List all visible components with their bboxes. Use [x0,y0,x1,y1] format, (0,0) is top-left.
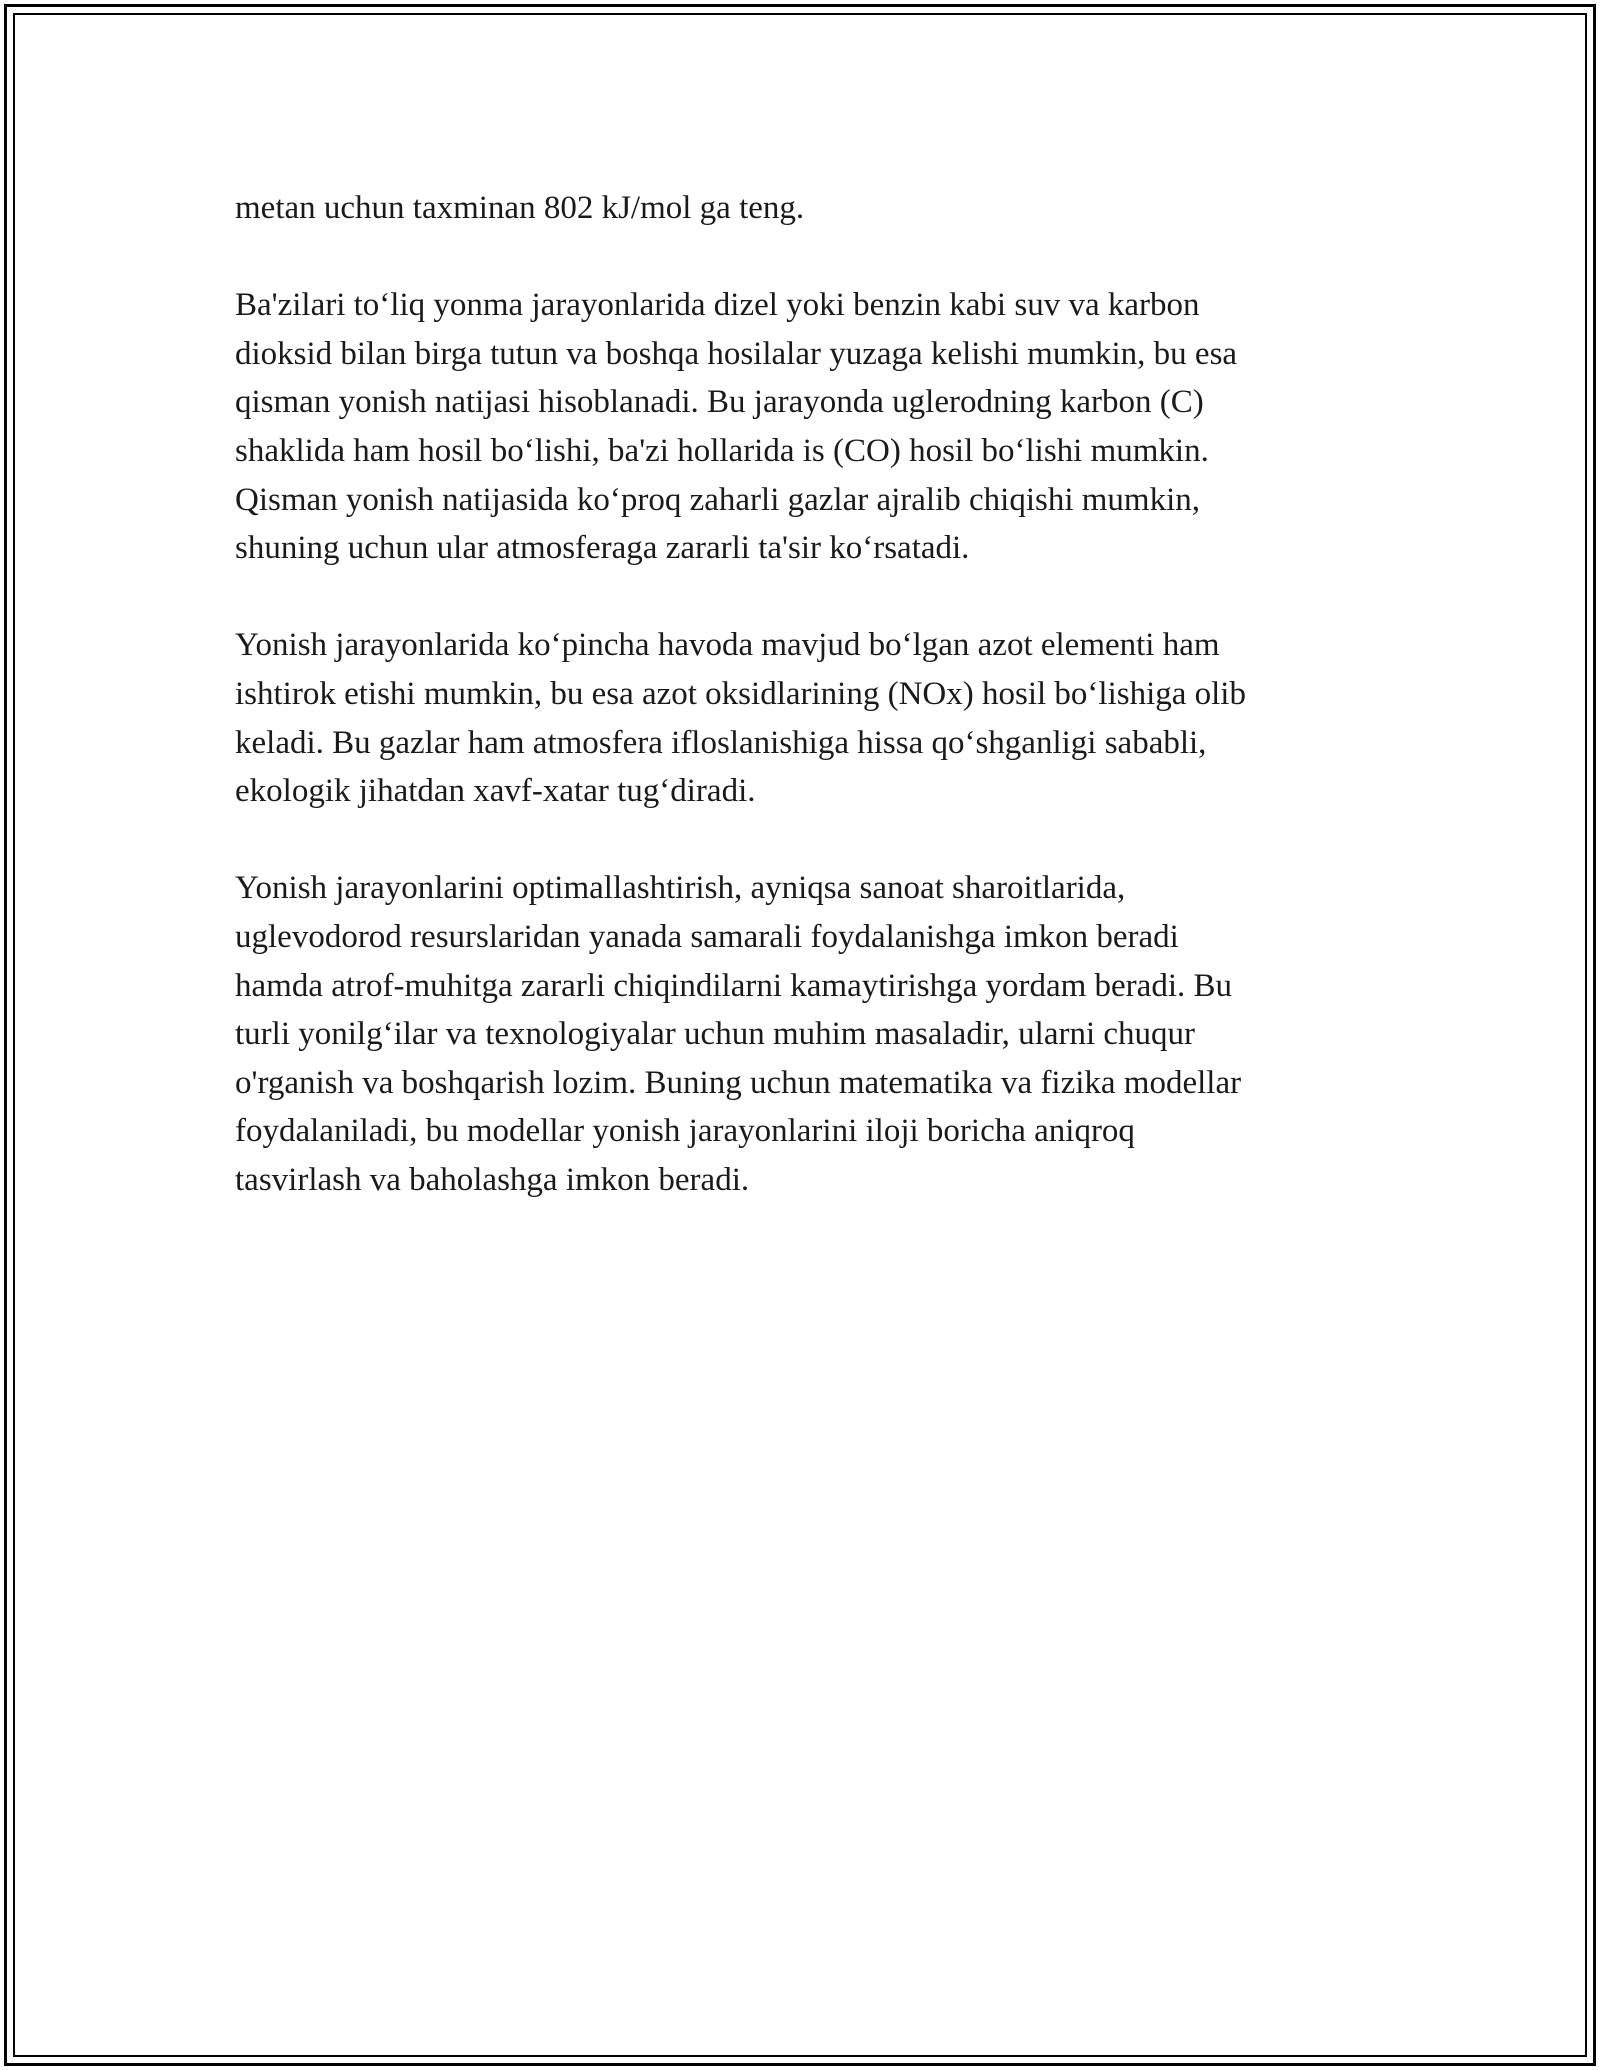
paragraph-1: metan uchun taxminan 802 kJ/mol ga teng. [235,190,805,226]
paragraph-3: Yonish jarayonlarida ko‘pincha havoda mavjud bo‘lgan azot elementi ham ishtirok etishi mumkin, bu esa azot oksidlarining (NOx) hosil bo‘lishiga olib keladi. Bu gazlar ham atmosfera ifloslanishiga hissa qo‘shganligi sababli, ekologik jihatdan xavf-xatar tug‘diradi. [235,627,1246,810]
paragraph-2: Ba'zilari to‘liq yonma jarayonlarida dizel yoki benzin kabi suv va karbon dioksid bilan birga tutun va boshqa hosilalar yuzaga kelishi mumkin, bu esa qisman yonish natijasi hisoblanadi. Bu jarayonda uglerodning karbon (C) shaklida ham hosil bo‘lishi, ba'zi hollarida is (CO) hosil bo‘lishi mumkin. Qisman yonish natijasida ko‘proq zaharli gazlar ajralib chiqishi mumkin, shuning uchun ular atmosferaga zararli ta'sir ko‘rsatadi. [235,287,1238,567]
paragraph-4: Yonish jarayonlarini optimallashtirish, ayniqsa sanoat sharoitlarida, uglevodorod resurslaridan yanada samarali foydalanishga imkon beradi hamda atrof-muhitga zararli chiqindilarni kamaytirishga yordam beradi. Bu turli yonilg‘ilar va texnologiyalar uchun muhim masaladir, ularni chuqur o'rganish va boshqarish lozim. Buning uchun matematika va fizika modellar foydalaniladi, bu modellar yonish jarayonlarini iloji boricha aniqroq tasvirlash va baholashga imkon beradi. [235,870,1242,1198]
document-body [235,184,1375,1253]
